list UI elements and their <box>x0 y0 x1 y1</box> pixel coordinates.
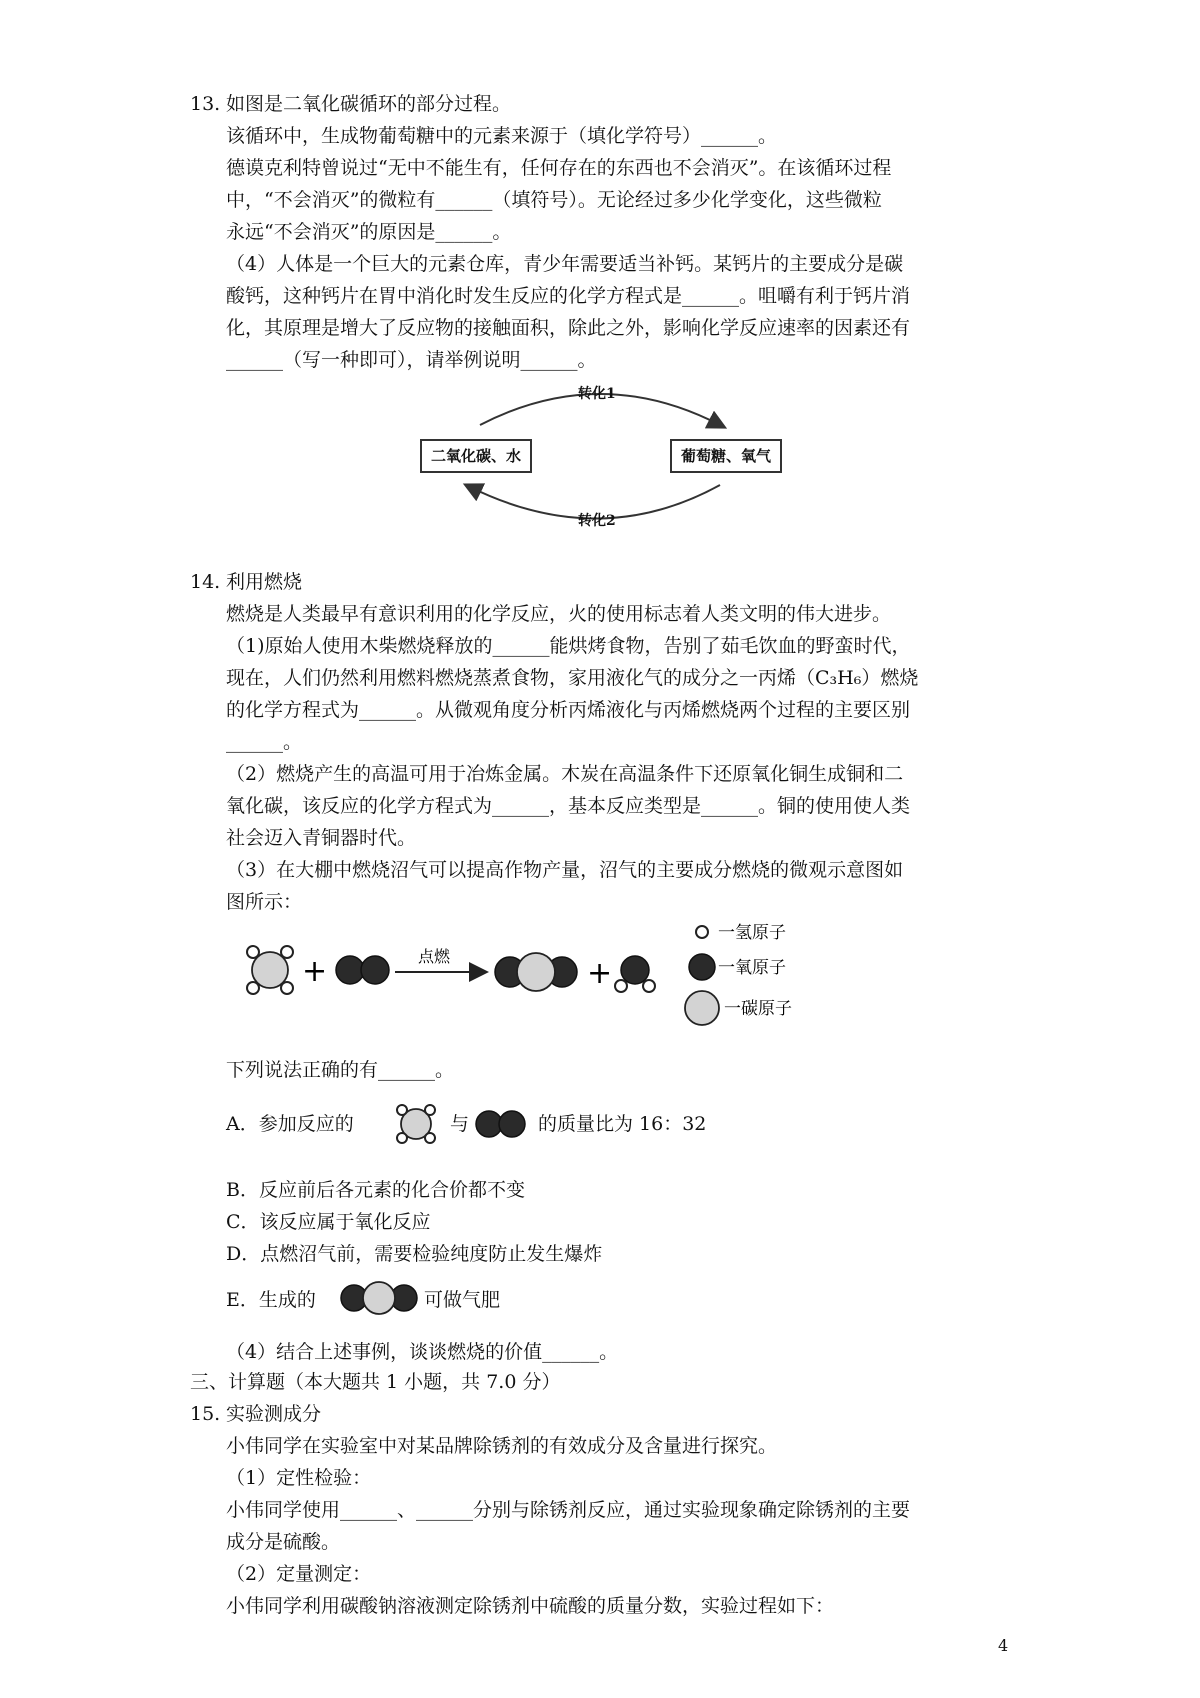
q14-number: 14. <box>190 571 221 593</box>
option-a-methane <box>392 1100 440 1148</box>
q14-part4: （4）结合上述事例，谈谈燃烧的价值______。 <box>226 1341 619 1363</box>
option-a-suffix: 的质量比为 16：32 <box>538 1113 707 1135</box>
q14-line: ______。 <box>226 731 303 753</box>
q15-line: （2）定量测定： <box>226 1563 372 1585</box>
q15-line: 实验测成分 <box>226 1403 322 1425</box>
box-co2-water: 二氧化碳、水 <box>420 439 532 473</box>
q14-line: （1)原始人使用木柴燃烧释放的______能烘烤食物，告别了茹毛饮血的野蛮时代， <box>226 635 911 657</box>
legend-carbon: 一碳原子 <box>724 999 792 1019</box>
co2-cycle-diagram <box>420 383 780 531</box>
page-number: 4 <box>998 1636 1009 1655</box>
q14-line: 利用燃烧 <box>226 571 303 593</box>
methane-combustion-diagram <box>240 920 860 1050</box>
q13-line: ______（写一种即可），请举例说明______。 <box>226 349 597 371</box>
q13-line: 中，“不会消灭”的微粒有______（填符号）。无论经过多少化学变化，这些微粒 <box>226 189 882 211</box>
q15-line: 小伟同学利用碳酸钠溶液测定除锈剂中硫酸的质量分数，实验过程如下： <box>226 1595 835 1617</box>
legend-hydrogen: 一氢原子 <box>718 923 786 943</box>
q13-line: 该循环中，生成物葡萄糖中的元素来源于（填化学符号）______。 <box>226 125 778 147</box>
q15-line: 成分是硫酸。 <box>226 1531 341 1553</box>
atom-legend <box>685 923 792 1025</box>
q13-line: 化，其原理是增大了反应物的接触面积，除此之外，影响化学反应速率的因素还有 <box>226 317 911 339</box>
q13-line: 如图是二氧化碳循环的部分过程。 <box>226 93 512 115</box>
q14-line: 燃烧是人类最早有意识利用的化学反应，火的使用标志着人类文明的伟大进步。 <box>226 603 892 625</box>
q14-line: 现在，人们仍然利用燃料燃烧蒸煮食物，家用液化气的成分之一丙烯（C₃H₆）燃烧 <box>226 667 919 689</box>
option-e-co2 <box>340 1280 420 1316</box>
methane-molecule <box>247 946 293 994</box>
option-b: B．反应前后各元素的化合价都不变 <box>226 1179 525 1201</box>
q14-line: 图所示： <box>226 891 303 913</box>
q14-line: 社会迈入青铜器时代。 <box>226 827 417 849</box>
q14-line: （2）燃烧产生的高温可用于冶炼金属。木炭在高温条件下还原氧化铜生成铜和二 <box>226 763 904 785</box>
q13-line: 德谟克利特曾说过“无中不能生有，任何存在的东西也不会消灭”。在该循环过程 <box>226 157 892 179</box>
co2-molecule <box>495 953 577 991</box>
q15-line: 小伟同学在实验室中对某品牌除锈剂的有效成分及含量进行探究。 <box>226 1435 778 1457</box>
option-c: C．该反应属于氧化反应 <box>226 1211 431 1233</box>
plus-sign: + <box>587 956 613 991</box>
q15-number: 15. <box>190 1403 221 1425</box>
option-d: D．点燃沼气前，需要检验纯度防止发生爆炸 <box>226 1243 603 1265</box>
box-glucose-oxygen: 葡萄糖、氧气 <box>670 439 782 473</box>
option-e-prefix: E．生成的 <box>226 1289 316 1311</box>
oxygen-molecule <box>336 956 389 984</box>
water-molecule <box>615 956 655 992</box>
q14-prompt: 下列说法正确的有______。 <box>226 1059 455 1081</box>
option-e-suffix: 可做气肥 <box>424 1289 501 1311</box>
legend-oxygen: 一氧原子 <box>718 958 786 978</box>
q14-line: 氧化碳，该反应的化学方程式为______，基本反应类型是______。铜的使用使人类 <box>226 795 911 817</box>
q14-line: （3）在大棚中燃烧沼气可以提高作物产量，沼气的主要成分燃烧的微观示意图如 <box>226 859 904 881</box>
transform-1-label: 转化1 <box>578 386 616 402</box>
q15-line: （1）定性检验： <box>226 1467 372 1489</box>
q13-line: （4）人体是一个巨大的元素仓库，青少年需要适当补钙。某钙片的主要成分是碳 <box>226 253 904 275</box>
option-a-prefix: A．参加反应的 <box>226 1113 354 1135</box>
transform-2-label: 转化2 <box>578 513 616 529</box>
option-a-mid: 与 <box>450 1113 470 1135</box>
plus-sign: + <box>302 954 328 989</box>
q13-line: 永远“不会消灭”的原因是______。 <box>226 221 512 243</box>
section-3-heading: 三、计算题（本大题共 1 小题，共 7.0 分） <box>190 1371 561 1393</box>
option-a-oxygen <box>474 1108 530 1140</box>
reaction-condition: 点燃 <box>418 947 451 966</box>
q15-line: 小伟同学使用______、______分别与除锈剂反应，通过实验现象确定除锈剂的主要 <box>226 1499 911 1521</box>
q13-line: 酸钙，这种钙片在胃中消化时发生反应的化学方程式是______。咀嚼有利于钙片消 <box>226 285 911 307</box>
q13-number: 13. <box>190 93 221 115</box>
q14-line: 的化学方程式为______。从微观角度分析丙烯液化与丙烯燃烧两个过程的主要区别 <box>226 699 911 721</box>
